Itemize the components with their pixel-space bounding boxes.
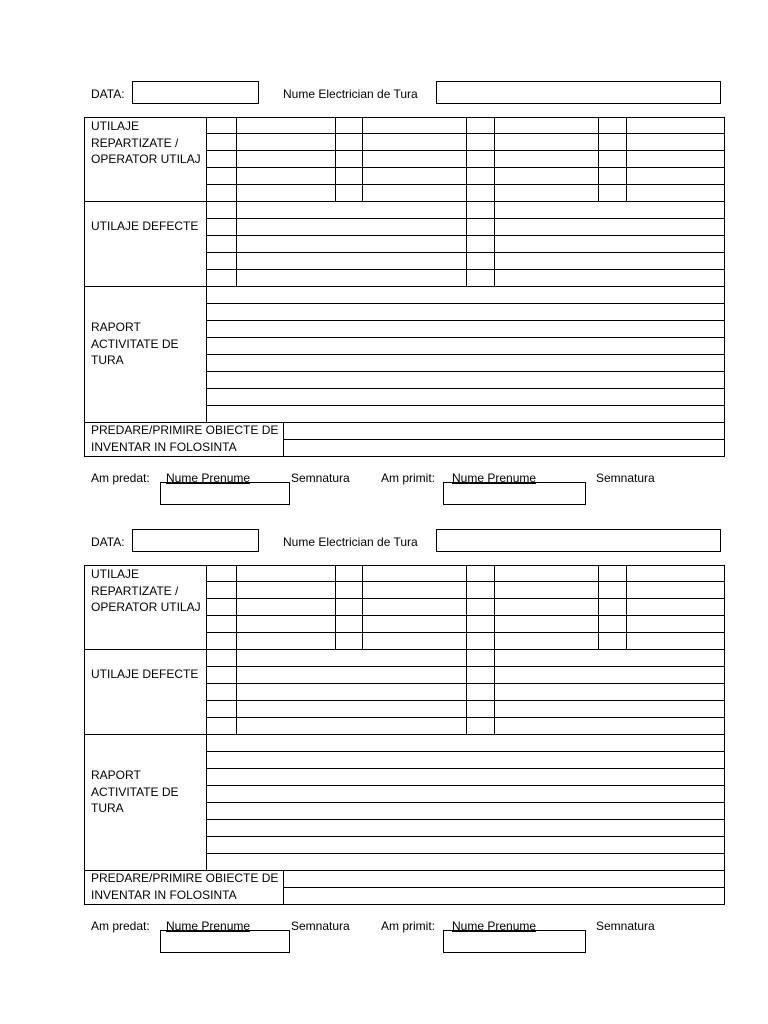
semnatura-predat-label: Semnatura [291, 471, 350, 485]
column-line [236, 649, 237, 734]
section-divider [84, 649, 725, 650]
report-grid [84, 565, 725, 905]
row-line [206, 303, 725, 304]
section-divider [84, 286, 725, 287]
data-label: DATA: [91, 535, 125, 549]
utilaje-defecte-label: UTILAJE DEFECTE [91, 667, 199, 681]
section-divider [84, 870, 725, 871]
row-line [206, 751, 725, 752]
row-line [206, 836, 725, 837]
shift-report-form [0, 0, 768, 485]
grid-border [84, 117, 725, 457]
raport-activitate-label: RAPORT ACTIVITATE DE TURA [91, 320, 179, 367]
column-line [362, 117, 363, 201]
row-line [206, 819, 725, 820]
semnatura-primit-label: Semnatura [596, 919, 655, 933]
electrician-label: Nume Electrician de Tura [283, 535, 418, 549]
column-line [626, 565, 627, 649]
column-line [626, 117, 627, 201]
electrician-label: Nume Electrician de Tura [283, 87, 418, 101]
utilaje-repartizate-label: UTILAJE REPARTIZATE / OPERATOR UTILAJ [91, 119, 201, 166]
row-line [206, 853, 725, 854]
column-line [494, 649, 495, 734]
row-line [206, 768, 725, 769]
column-line [335, 117, 336, 201]
nume-prenume-primit-label: Nume Prenume [452, 471, 537, 485]
column-line [466, 117, 467, 201]
row-line [206, 802, 725, 803]
semnatura-primit-label: Semnatura [596, 471, 655, 485]
column-line [494, 117, 495, 201]
row-line [206, 388, 725, 389]
column-line [598, 117, 599, 201]
column-line [335, 565, 336, 649]
column-line [598, 565, 599, 649]
nume-prenume-predat-label: Nume Prenume [166, 919, 251, 933]
predare-primire-label: PREDARE/PRIMIRE OBIECTE DE INVENTAR IN FOLOSINTA [91, 423, 279, 454]
column-line [494, 201, 495, 286]
data-field[interactable] [132, 529, 259, 552]
column-line [236, 117, 237, 201]
section-divider [84, 422, 725, 423]
utilaje-defecte-label: UTILAJE DEFECTE [91, 219, 199, 233]
row-line [206, 337, 725, 338]
row-line [206, 354, 725, 355]
nume-prenume-predat-field[interactable] [160, 930, 290, 953]
section-divider [84, 201, 725, 202]
am-predat-label: Am predat: [91, 919, 150, 933]
column-line [236, 565, 237, 649]
row-line [206, 785, 725, 786]
row-line [283, 439, 725, 440]
data-field[interactable] [132, 81, 259, 104]
shift-report-form [0, 448, 768, 933]
semnatura-predat-label: Semnatura [291, 919, 350, 933]
electrician-field[interactable] [436, 81, 721, 104]
am-primit-label: Am primit: [381, 471, 435, 485]
row-line [206, 371, 725, 372]
row-line [283, 887, 725, 888]
column-line [362, 565, 363, 649]
column-line [466, 649, 467, 734]
row-line [206, 405, 725, 406]
report-grid [84, 117, 725, 457]
column-line [466, 201, 467, 286]
electrician-field[interactable] [436, 529, 721, 552]
raport-activitate-label: RAPORT ACTIVITATE DE TURA [91, 768, 179, 815]
data-label: DATA: [91, 87, 125, 101]
column-line [466, 565, 467, 649]
nume-prenume-predat-label: Nume Prenume [166, 471, 251, 485]
grid-border [84, 565, 725, 905]
am-primit-label: Am primit: [381, 919, 435, 933]
section-divider [84, 734, 725, 735]
am-predat-label: Am predat: [91, 471, 150, 485]
predare-primire-label: PREDARE/PRIMIRE OBIECTE DE INVENTAR IN FOLOSINTA [91, 871, 279, 902]
row-line [206, 320, 725, 321]
column-line [494, 565, 495, 649]
nume-prenume-primit-field[interactable] [443, 930, 586, 953]
utilaje-repartizate-label: UTILAJE REPARTIZATE / OPERATOR UTILAJ [91, 567, 201, 614]
nume-prenume-primit-label: Nume Prenume [452, 919, 537, 933]
column-line [236, 201, 237, 286]
